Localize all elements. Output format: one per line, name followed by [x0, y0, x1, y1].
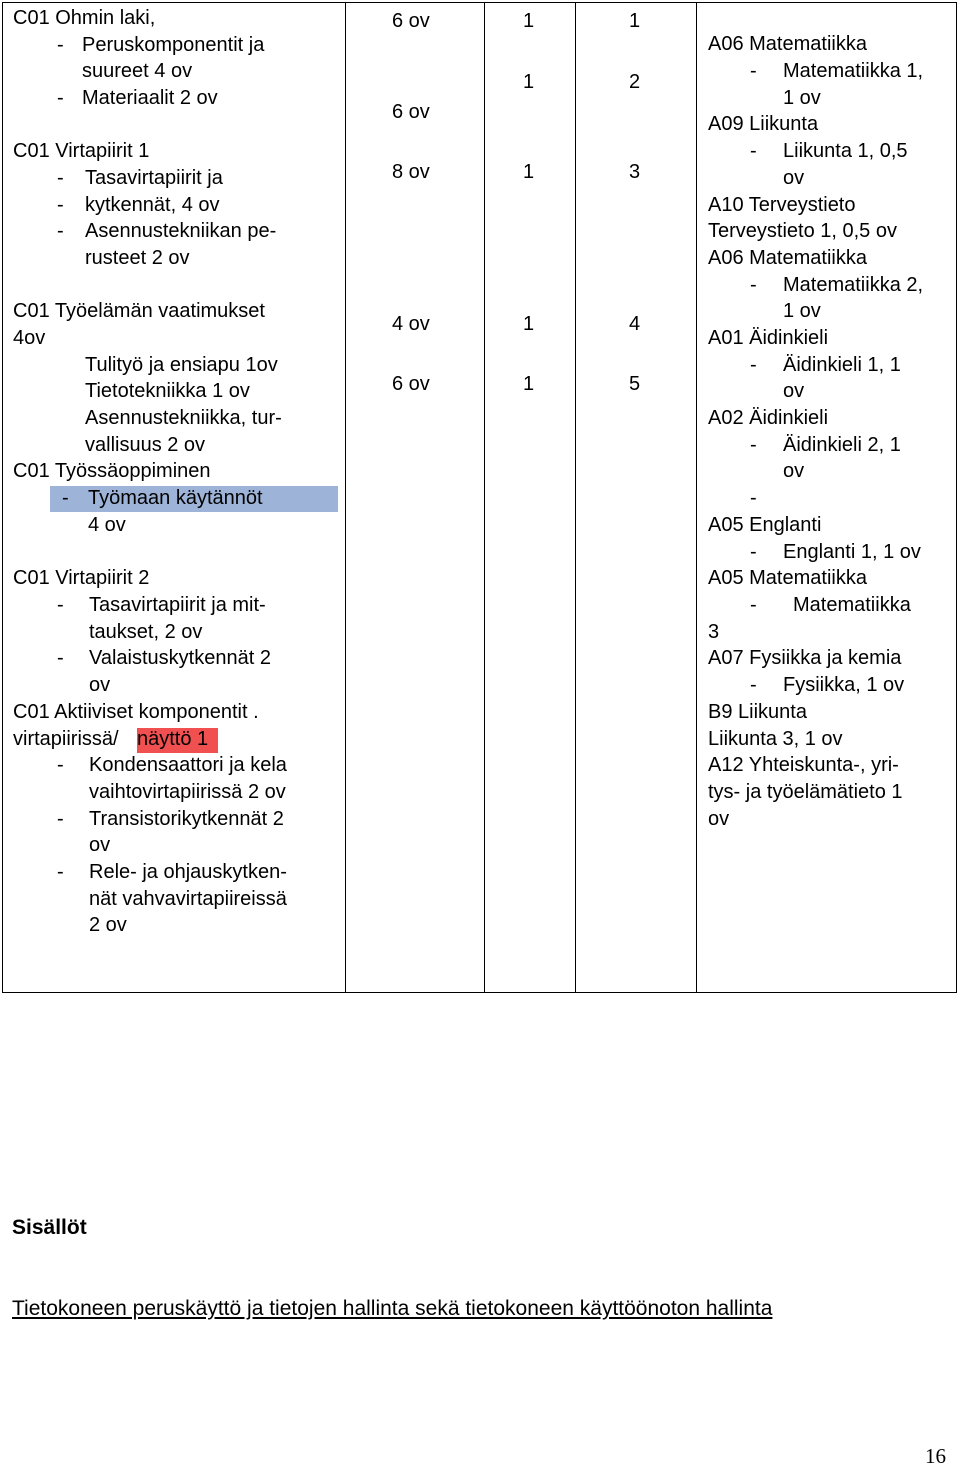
table-text: 5 — [629, 373, 641, 395]
table-text: Transistorikytkennät 2 — [89, 808, 284, 830]
list-dash: - — [750, 541, 757, 563]
list-dash: - — [750, 434, 757, 456]
list-dash: - — [57, 34, 64, 56]
table-text: nät vahvavirtapiireissä — [89, 888, 287, 910]
table-text: Fysiikka, 1 ov — [783, 674, 905, 696]
table-text: A06 Matematiikka — [708, 247, 867, 269]
table-text: A02 Äidinkieli — [708, 407, 829, 429]
list-dash: - — [750, 274, 757, 296]
table-text: ov — [708, 808, 730, 830]
table-text: C01 Työelämän vaatimukset — [13, 300, 265, 322]
list-dash: - — [57, 754, 64, 776]
list-dash: - — [57, 87, 64, 109]
column-divider — [484, 3, 485, 992]
page-number: 16 — [925, 1444, 946, 1468]
table-text: 3 — [629, 161, 641, 183]
table-text: Terveystieto 1, 0,5 ov — [708, 220, 897, 242]
table-text: A10 Terveystieto — [708, 194, 856, 216]
table-text: 6 ov — [392, 373, 430, 395]
table-text: Tietotekniikka 1 ov — [85, 380, 250, 402]
table-text: Valaistuskytkennät 2 — [89, 647, 271, 669]
table-text: Tasavirtapiirit ja mit- — [89, 594, 266, 616]
list-dash: - — [57, 194, 64, 216]
table-text: näyttö 1 — [137, 728, 209, 750]
list-dash: - — [750, 354, 757, 376]
table-text: Asennustekniikan pe- — [85, 220, 277, 242]
section-heading: Sisällöt — [12, 1216, 87, 1239]
table-text: 1 ov — [783, 87, 821, 109]
table-text: ov — [783, 167, 805, 189]
table-text: vallisuus 2 ov — [85, 434, 206, 456]
table-text: 1 — [523, 313, 535, 335]
table-text: Tulityö ja ensiapu 1ov — [85, 354, 278, 376]
table-text: vaihtovirtapiirissä 2 ov — [89, 781, 286, 803]
table-text: Äidinkieli 1, 1 — [783, 354, 901, 376]
list-dash: - — [750, 674, 757, 696]
table-text: Englanti 1, 1 ov — [783, 541, 921, 563]
table-text: 1 — [523, 10, 535, 32]
table-text: Työmaan käytännöt — [88, 487, 263, 509]
table-text: B9 Liikunta — [708, 701, 807, 723]
table-text: tys- ja työelämätieto 1 — [708, 781, 903, 803]
table-text: ov — [89, 834, 111, 856]
table-text: Liikunta 1, 0,5 — [783, 140, 908, 162]
table-text: virtapiirissä/ — [13, 728, 119, 750]
table-text: C01 Työssäoppiminen — [13, 460, 211, 482]
table-text: C01 Ohmin laki, — [13, 7, 156, 29]
table-text: 1 — [523, 161, 535, 183]
column-divider — [345, 3, 346, 992]
table-text: A12 Yhteiskunta-, yri- — [708, 754, 899, 776]
table-text: suureet 4 ov — [82, 60, 193, 82]
table-text: 8 ov — [392, 161, 430, 183]
table-text: 6 ov — [392, 101, 430, 123]
table-text: C01 Virtapiirit 1 — [13, 140, 150, 162]
table-text: C01 Aktiiviset komponentit . — [13, 701, 259, 723]
list-dash: - — [57, 594, 64, 616]
list-dash: - — [57, 808, 64, 830]
table-text: 4 — [629, 313, 641, 335]
table-text: Matematiikka 1, — [783, 60, 924, 82]
table-text: ov — [89, 674, 111, 696]
table-text: C01 Virtapiirit 2 — [13, 567, 150, 589]
table-text: 1 — [629, 10, 641, 32]
table-text: Matematiikka 2, — [783, 274, 924, 296]
table-text: rusteet 2 ov — [85, 247, 190, 269]
table-text: 4ov — [13, 327, 46, 349]
table-text: 4 ov — [392, 313, 430, 335]
table-text: Kondensaattori ja kela — [89, 754, 287, 776]
table-text: 2 ov — [89, 914, 127, 936]
table-text: ov — [783, 380, 805, 402]
table-text: 4 ov — [88, 514, 126, 536]
table-text: 1 — [523, 373, 535, 395]
column-divider — [575, 3, 576, 992]
table-text: A01 Äidinkieli — [708, 327, 829, 349]
table-text: 2 — [629, 71, 641, 93]
list-dash: - — [750, 594, 757, 616]
table-text: Liikunta 3, 1 ov — [708, 728, 843, 750]
column-divider — [696, 3, 697, 992]
table-text: Peruskomponentit ja — [82, 34, 265, 56]
table-text: 1 — [523, 71, 535, 93]
table-text: 3 — [708, 621, 720, 643]
table-text: A06 Matematiikka — [708, 33, 867, 55]
list-dash: - — [750, 60, 757, 82]
list-dash: - — [750, 140, 757, 162]
table-text: 1 ov — [783, 300, 821, 322]
table-text: Rele- ja ohjauskytken- — [89, 861, 287, 883]
list-dash: - — [750, 487, 757, 509]
table-text: A07 Fysiikka ja kemia — [708, 647, 902, 669]
list-dash: - — [57, 647, 64, 669]
list-dash: - — [57, 861, 64, 883]
table-text: Asennustekniikka, tur- — [85, 407, 282, 429]
section-link[interactable]: Tietokoneen peruskäyttö ja tietojen hallinta sekä tietokoneen käyttöönoton hallinta — [12, 1297, 773, 1320]
list-dash: - — [57, 167, 64, 189]
table-text: Tasavirtapiirit ja — [85, 167, 223, 189]
list-dash: - — [57, 220, 64, 242]
table-text: 6 ov — [392, 10, 430, 32]
table-text: taukset, 2 ov — [89, 621, 203, 643]
list-dash: - — [62, 487, 69, 509]
table-text: A05 Englanti — [708, 514, 822, 536]
table-text: kytkennät, 4 ov — [85, 194, 220, 216]
table-text: Materiaalit 2 ov — [82, 87, 218, 109]
table-text: Äidinkieli 2, 1 — [783, 434, 901, 456]
table-text: A09 Liikunta — [708, 113, 819, 135]
table-text: Matematiikka — [793, 594, 911, 616]
table-text: A05 Matematiikka — [708, 567, 867, 589]
table-text: ov — [783, 460, 805, 482]
